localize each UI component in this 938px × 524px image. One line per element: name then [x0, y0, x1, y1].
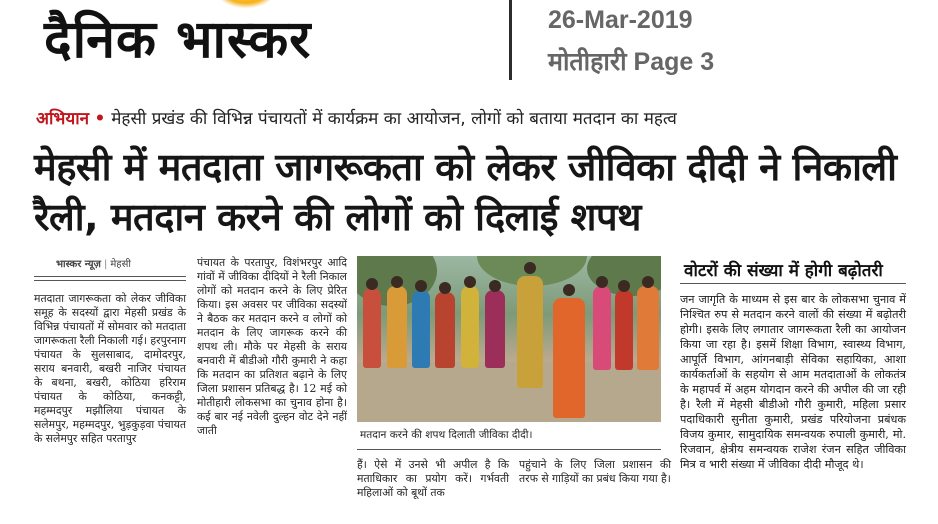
newspaper-logo: दैनिक भास्कर	[44, 10, 312, 70]
byline	[56, 256, 131, 270]
masthead-divider	[509, 0, 512, 80]
kicker-bullet-icon: •	[94, 109, 112, 129]
article-headline: मेहसी में मतदाता जागरूकता को लेकर जीविका दीदी ने निकाली रैली, मतदान करने की लोगों को दिलाई शपथ	[34, 145, 897, 239]
photo-head	[524, 262, 536, 274]
photo-head	[596, 276, 608, 288]
article-column-2: पंचायत के परतापुर, विशंभरपुर आदि गांवों में जीविका दीदियों ने रैली निकाल लोगों को मतदान करने के लिए प्रेरित किया। इस अवसर पर जीविका सदस्यों ने बैठक कर मतदान करने व लोगों को मतदान के लिए जागरूक करने की शपथ ली। मौके पर मेहसी के सराय बनवारी में बीडीओ गौरी कुमारी ने कहा कि मतदान का प्रतिशत बढ़ाने के लिए जिला प्रशासन प्रतिबद्ध है। 12 मई को मोतीहारी लोकसभा का चुनाव होना है। कई बार नई नवेली दुल्हन वोट देने नहीं जाती	[197, 256, 347, 437]
photo-head	[464, 276, 476, 288]
article-column-1: मतदाता जागरूकता को लेकर जीविका समूह के सदस्यों द्वारा मेहसी प्रखंड के विभिन्न पंचायतों में सोमवार को मतदाता जागरूकता रैली निकाली गई। हरपुरनाग पंचायत के सुलसाबाद, दामोदरपुर, सराय बनवारी, बखरी नाजिर पंचायत के बथना, बखरी, कोठिया हरिराम पंचायत के कोठिया, कनकट्टी, महम्मदपुर मझौलिया पंचायत के सलेमपुर, महम्मदपुर, भुड़कुड़वा पंचायत के सलेमपुर सहित परतापुर	[34, 292, 186, 445]
photo-ground	[357, 362, 661, 422]
photo-head	[563, 284, 575, 296]
publication-date: 26-Mar-2019	[548, 6, 693, 34]
photo-head	[415, 280, 427, 292]
photo-head	[489, 280, 501, 292]
photo-head	[439, 282, 451, 294]
photo-person	[412, 290, 430, 368]
article-column-3b: पहुंचाने के लिए जिला प्रशासन की तरफ से गाड़ियों का प्रबंध किया गया है।	[519, 458, 671, 485]
photo-person-speaker	[553, 298, 585, 418]
photo-person	[593, 286, 611, 370]
photo-caption: मतदान करने की शपथ दिलाती जीविका दीदी।	[360, 429, 533, 441]
photo-person	[485, 290, 505, 368]
byline-source: भास्कर न्यूज़	[56, 259, 101, 270]
kicker-tag: अभियान	[36, 109, 90, 129]
kicker-text: मेहसी प्रखंड की विभिन्न पंचायतों में कार्यक्रम का आयोजन, लोगों को बताया मतदान का महत्व	[111, 109, 677, 129]
byline-rule	[34, 276, 186, 277]
masthead-sun-logo	[214, 0, 278, 8]
photo-person	[387, 286, 407, 368]
photo-person	[363, 288, 381, 368]
byline-rule-double	[34, 280, 186, 281]
subhead-rule	[680, 283, 906, 284]
byline-place: मेहसी	[110, 259, 131, 270]
photo-person	[461, 286, 479, 368]
edition-page: मोतीहारी Page 3	[548, 48, 715, 76]
photo-person	[615, 290, 633, 370]
article-column-4: जन जागृति के माध्यम से इस बार के लोकसभा चुनाव में निश्चित रुप से मतदान करने वालों की संख्या में बढ़ोतरी होगी। इसके लिए लगातार जागरूकता रैली का आयोजन किया जा रहा है। इसमें शिक्षा विभाग, स्वास्थ्य विभाग, आपूर्ति विभाग, आंगनबाड़ी सेविका सहायिका, आशा कार्यकर्ताओं के सहयोग से आम मतदाताओं के लोकतंत्र के महापर्व में अहम योगदान करने की अपील की जा रही है। रैली में मेहसी बीडीओ गौरी कुमारी, महिला प्रसार पदाधिकारी सुनीता कुमारी, प्रखंड परियोजना प्रबंधक विजय कुमार, सामुदायिक समन्वयक रुपाली कुमारी, मो. रिजवान, क्षेत्रीय समन्वयक राजेश रंजन सहित जीविका मित्र व भारी संख्या में जीविका दीदी मौजूद थे।	[680, 293, 906, 471]
sidebar-subhead: वोटरों की संख्या में होगी बढ़ोतरी	[684, 261, 883, 281]
byline-separator: |	[103, 259, 108, 270]
photo-person-man	[517, 276, 543, 388]
photo-head	[366, 278, 378, 290]
photo-person	[435, 292, 455, 368]
article-kicker	[36, 106, 677, 129]
photo-head	[642, 276, 654, 288]
photo-person	[637, 286, 659, 370]
article-column-3a: हैं। ऐसे में उनसे भी अपील है कि मताधिकार का प्रयोग करें। गर्भवती महिलाओं को बूथों तक	[357, 458, 509, 499]
article-photo	[357, 256, 661, 422]
caption-rule	[357, 449, 661, 450]
photo-head	[618, 280, 630, 292]
photo-head	[391, 276, 403, 288]
